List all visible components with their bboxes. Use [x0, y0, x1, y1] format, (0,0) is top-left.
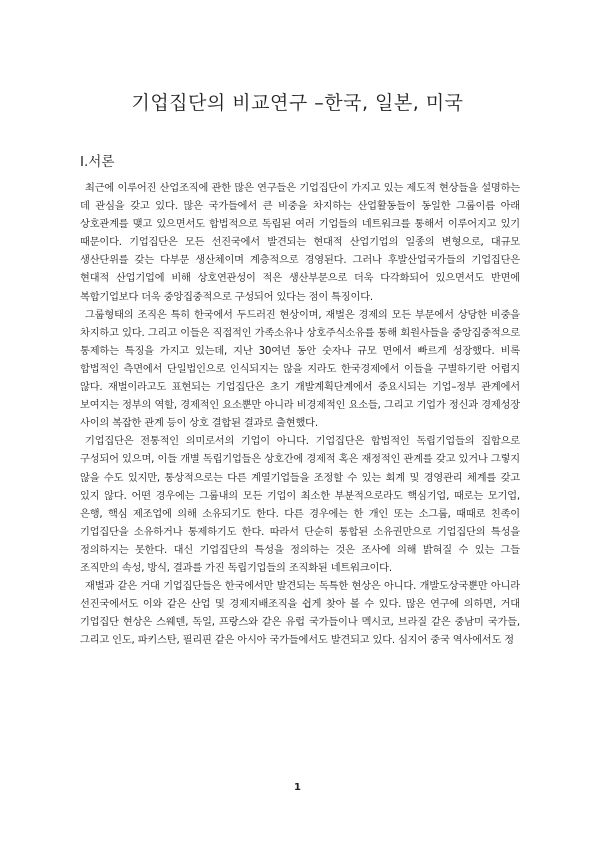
section-heading: Ⅰ.서론: [80, 154, 115, 170]
paragraph: 기업집단은 전통적인 의미로서의 기업이 아니다. 기업집단은 합법적인 독립기업들의 집합으로 구성되어 있으며, 이들 개별 독립기업들은 상호간에 경제적 혹은 재정적인 관계를 갖고 있거나 그렇지 않을 수도 있지만, 통상적으로는 다른 계열기업들을 조정할 수 있는 회계 및 경영관리 체계를 갖고 있지 않다. 어떤 경우에는 그룹내의 모든 기업이 최소한 부분적으로라도 핵심기업, 때로는 모기업, 은행, 핵심 제조업에 의해 소유되기도 한다. 다른 경우에는 한 개인 또는 소그룹, 때때로 친족이 기업집단을 소유하거나 통제하기도 한다. 따라서 단순히 통합된 소유권만으로 기업집단의 특성을 정의하지는 못한다. 대신 기업집단의 특성을 정의하는 것은 조사에 의해 밝혀질 수 있는 그들 조직만의 속성, 방식, 결과를 가진 독립기업들의 조직화된 네트워크이다.: [80, 436, 520, 574]
body-text: [80, 180, 520, 650]
page-number: 1: [294, 782, 301, 793]
document-title: 기업집단의 비교연구 –한국, 일본, 미국: [131, 92, 464, 114]
paragraph: 그룹형태의 조직은 특히 한국에서 두드러진 현상이며, 재벌은 경제의 모든 부문에서 상당한 비중을 차지하고 있다. 그리고 이들은 직접적인 가족소유나 상호주식소유를 통해 회원사들을 중앙집중적으로 통제하는 특징을 가지고 있는데, 지난 30여년 동안 숫자나 규모 면에서 빠르게 성장했다. 비록 합법적인 측면에서 단일법인으로 인식되지는 않을 지라도 한국경제에서 이들을 구별하기란 어렵지 않다. 재벌이라고도 표현되는 기업집단은 초기 개발계획단계에서 중요시되는 기업–정부 관계에서 보여지는 정부의 역할, 경제적인 요소뿐만 아니라 비경제적인 요소들, 그리고 기업가 정신과 경제성장 사이의 복잡한 관계 등이 상호 결합된 결과로 출현했다.: [80, 309, 520, 430]
paragraph: 최근에 이루어진 산업조직에 관한 많은 연구들은 기업집단이 가지고 있는 제도적 현상들을 설명하는 데 관심을 갖고 있다. 많은 국가들에서 큰 비중을 차지하는 산업활동들이 동일한 그룹이름 아래 상호관계를 맺고 있으면서도 합법적으로 독립된 여러 기업들의 네트워크를 통해서 이루어지고 있기 때문이다. 기업집단은 모든 선진국에서 발견되는 현대적 산업기업의 일종의 변형으로, 대규모 생산단위를 갖는 다부문 생산체이며 계층적으로 경영된다. 그러나 후발산업국가들의 기업집단은 현대적 산업기업에 비해 상호연관성이 적은 생산부문으로 더욱 다각화되어 있으면서도 반면에 복합기업보다 더욱 중앙집중적으로 구성되어 있다는 점이 특징이다.: [80, 183, 520, 303]
paragraph: 재벌과 같은 거대 기업집단들은 한국에서만 발견되는 독특한 현상은 아니다. 개발도상국뿐만 아니라 선진국에서도 이와 같은 산업 및 경제지배조직을 쉽게 찾아 볼 수 있다. 많은 연구에 의하면, 거대 기업집단 현상은 스웨덴, 독일, 프랑스와 같은 유럽 국가들이나 멕시코, 브라질 같은 중남미 국가들, 그리고 인도, 파키스탄, 필리핀 같은 아시아 국가들에서도 발견되고 있다. 심지어 중국 역사에서도 정: [80, 581, 520, 647]
